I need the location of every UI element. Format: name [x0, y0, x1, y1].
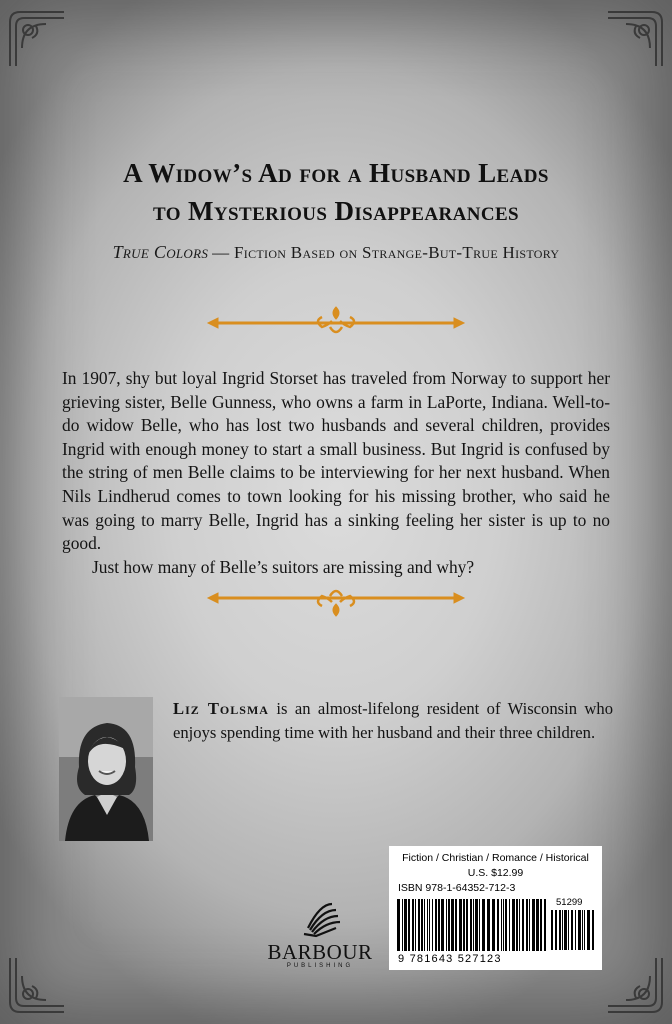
fleur-divider-icon: [206, 584, 466, 620]
price-label: U.S. $12.99: [467, 867, 524, 879]
publisher-logo: [265, 898, 375, 976]
barcode-addon-icon: [551, 910, 595, 962]
barcode-digits: 9 781643 527123: [398, 953, 502, 965]
price-code: 51299: [556, 897, 583, 908]
isbn-label: ISBN 978-1-64352-712-3: [398, 882, 516, 894]
author-photo: [59, 697, 153, 841]
publisher-name: BARBOUR: [267, 940, 373, 964]
author-bio-text: is an almost-lifelong resident of Wisconsin who enjoys spending time with her husband and their three children.: [173, 699, 613, 742]
description-question: Just how many of Belle’s suitors are missing and why?: [92, 556, 475, 577]
headline-line-1: A Widow’s Ad for a Husband Leads: [123, 158, 549, 188]
book-description: [62, 367, 610, 579]
series-name: True Colors: [112, 242, 209, 262]
fleur-divider-icon: [206, 303, 466, 339]
headline: [30, 154, 642, 230]
author-name: Liz Tolsma: [173, 699, 269, 718]
publisher-tagline: PUBLISHING: [286, 963, 354, 969]
series-dash: —: [212, 243, 230, 262]
barcode-panel: [389, 846, 602, 970]
publisher-book-icon: [294, 898, 346, 938]
author-bio: [173, 697, 613, 744]
description-paragraph: In 1907, shy but loyal Ingrid Storset has traveled from Norway to support her grieving sister, Belle Gunness, who owns a farm in LaPorte, Indiana. Well-to-do widow Belle, who has lost two husbands and several children, provides Ingrid with enough money to start a small business. But Ingrid is confused by the string of men Belle claims to be interviewing for her next husband. When Nils Lindherud comes to town looking for his missing brother, who said he was going to marry Belle, Ingrid has a sinking feeling her sister is up to no good.: [62, 368, 610, 554]
barcode-icon: [397, 899, 547, 951]
headline-line-2: to Mysterious Disappearances: [152, 196, 520, 226]
corner-flourish-icon: [6, 8, 68, 70]
series-line: [20, 242, 652, 263]
corner-flourish-icon: [604, 8, 666, 70]
corner-flourish-icon: [6, 954, 68, 1016]
series-description: Fiction Based on Strange-But-True History: [234, 243, 560, 262]
bisac-category: Fiction / Christian / Romance / Historical: [402, 852, 589, 864]
corner-flourish-icon: [604, 954, 666, 1016]
